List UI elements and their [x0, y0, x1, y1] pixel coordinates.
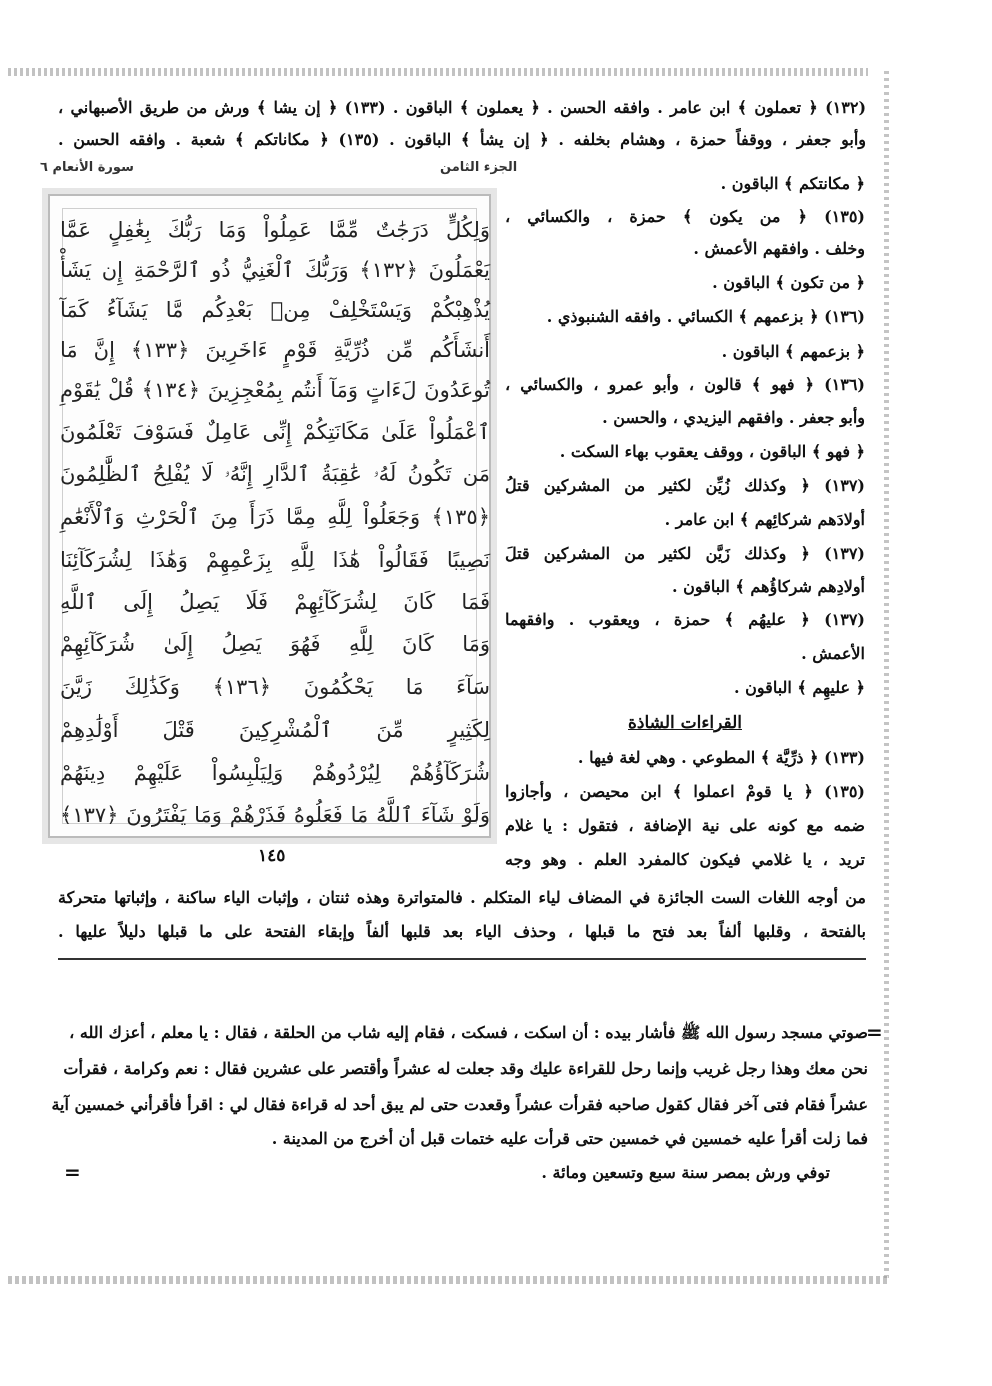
quran-line: يَعْمَلُونَ ﴿١٣٢﴾ وَرَبُّكَ ٱلْغَنِيُّ ذُو ٱلرَّحْمَةِ إِن يَشَأْ — [60, 258, 490, 282]
quran-line: لِكَثِيرٍ مِّنَ ٱلْمُشْرِكِينَ قَتْلَ أَوْلَٰدِهِمْ — [60, 718, 490, 742]
quran-line: وَلَوْ شَآءَ ٱللَّهُ مَا فَعَلُوهُ فَذَرْهُمْ وَمَا يَفْتَرُونَ ﴿١٣٧﴾ — [60, 803, 490, 827]
footnote-divider — [58, 958, 866, 960]
commentary-line: ﴿ فهو ﴾ الباقون ، ووقف يعقوب بهاء السكت . — [559, 442, 865, 461]
section-heading: القراءات الشاذة — [628, 713, 742, 733]
page-number: ١٤٥ — [258, 846, 286, 866]
commentary-line: بالفتحة ، وقلبها ألفاً بعد فتح ما قبلها ، وحذف الياء بعد قلبها ألفاً وإبقاء الفتحة على ما قبلها دليلاً عليها . — [58, 922, 867, 941]
commentary-line: أولادِهم شركاؤُهم ﴾ الباقون . — [672, 577, 865, 596]
commentary-line: (١٣٥) ﴿ من يكون ﴾ حمزة ، والكسائي ، — [505, 207, 865, 226]
footnote-line: صوتي مسجد رسول الله ﷺ فأشار بيده : أن اسكت ، فسكت ، فقام إليه شاب من الحلقة ، فقال : يا معلم ، أعزك الله ، — [69, 1023, 868, 1042]
commentary-line: (١٣٢) ﴿ تعملون ﴾ ابن عامر . وافقه الحسن . ﴿ يعملون ﴾ الباقون . (١٣٣) ﴿ إن يشا ﴾ ورش من طريق الأصبهاني ، — [58, 98, 867, 117]
commentary-line: (١٣٧) ﴿ وكذلك زُيِّن لكثير من المشركين قتلُ — [505, 476, 865, 495]
quran-line: أَنشَأَكُم مِّن ذُرِّيَّةِ قَوْمٍ ءَاخَرِينَ ﴿١٣٣﴾ إِنَّ مَا — [60, 338, 490, 362]
commentary-line: ﴿ عليهِم ﴾ الباقون . — [734, 678, 865, 697]
quran-line: تُوعَدُونَ لَءَاتٍ وَمَآ أَنتُم بِمُعْجِزِينَ ﴿١٣٤﴾ قُلْ يَٰقَوْمِ — [60, 378, 490, 402]
footnote-line: نحن معك وهذا رجل غريب وإنما رحل للقراءة عليك وقد جعلت له عشراً وأقتصر على عشرين فقال : نعم وكرامة ، فقرأت — [63, 1059, 868, 1078]
footnote-continuation-mark: = — [866, 1020, 883, 1044]
page-right-border — [884, 68, 889, 1278]
commentary-line: (١٣٣) ﴿ ذرِّيَّة ﴾ المطوعي . وهي لغة فيها . — [577, 748, 865, 767]
commentary-line: ﴿ مكانتكم ﴾ الباقون . — [720, 174, 865, 193]
commentary-line: (١٣٥) ﴿ يا قومْ اعملوا ﴾ ابن محيصن ، وأجازوا — [505, 782, 865, 801]
commentary-line: (١٣٦) ﴿ بزعمهم ﴾ الكسائي . وافقه الشنبوذي . — [546, 307, 865, 326]
commentary-line: أولادَهم شركائِهم ﴾ ابن عامر . — [664, 510, 865, 529]
juz-header: الجزء الثامن — [440, 160, 518, 175]
quran-line: نَصِيبًا فَقَالُواْ هَٰذَا لِلَّهِ بِزَعْمِهِمْ وَهَٰذَا لِشُرَكَآئِنَا — [60, 548, 490, 572]
commentary-line: (١٣٧) ﴿ وكذلك زَيَّن لكثير من المشركين قتلَ — [505, 544, 865, 563]
commentary-line: ﴿ من تكون ﴾ الباقون . — [712, 273, 865, 292]
page-bottom-border — [8, 1276, 888, 1284]
surah-header: سورة الأنعام ٦ — [40, 160, 134, 175]
quran-line: ٱعْمَلُواْ عَلَىٰ مَكَانَتِكُمْ إِنِّى عَامِلٌ فَسَوْفَ تَعْلَمُونَ — [60, 420, 490, 444]
commentary-line: (١٣٧) ﴿ عليهُم ﴾ حمزة ، ويعقوب . وافقهما — [505, 610, 865, 629]
quran-line: وَمَا كَانَ لِلَّهِ فَهُوَ يَصِلُ إِلَىٰ شُرَكَآئِهِمْ — [60, 632, 490, 656]
quran-line: وَلِكُلٍّ دَرَجَٰتٌ مِّمَّا عَمِلُواْ وَمَا رَبُّكَ بِغَٰفِلٍ عَمَّا — [60, 218, 490, 242]
commentary-line: وأبو جعفر . وافقهم اليزيدي ، والحسن . — [602, 408, 865, 427]
commentary-line: تريد ، يا غلامي فيكون كالمفرد العلم . وهو وجه — [505, 850, 865, 869]
quran-line: يُذْهِبْكُمْ وَيَسْتَخْلِفْ مِنۢ بَعْدِكُم مَّا يَشَآءُ كَمَآ — [60, 298, 490, 322]
commentary-line: ﴿ بزعمهم ﴾ الباقون . — [721, 342, 865, 361]
commentary-line: الأعمش . — [801, 644, 865, 663]
commentary-line: وخلف . وافقهم الأعمش . — [693, 239, 865, 258]
page-top-border — [8, 68, 868, 76]
footnote-line: عشراً فقام فتى آخر فقال كقول صاحبه فقرأت عشراً وقعدت حتى لم يبق أحد له قراءة فقال لي : اقرأ فأقرأني خمسين آية — [51, 1095, 868, 1114]
quran-line: مَن تَكُونُ لَهُۥ عَٰقِبَةُ ٱلدَّارِ إِنَّهُۥ لَا يُفْلِحُ ٱلظَّٰلِمُونَ — [60, 462, 490, 486]
commentary-line: (١٣٦) ﴿ فهو ﴾ قالون ، وأبو عمرو ، والكسائي ، — [505, 375, 865, 394]
commentary-line: ضمه مع كونه على نية الإضافة ، فتقول : يا غلام — [505, 816, 865, 835]
commentary-line: من أوجه اللغات الست الجائزة في المضاف لياء المتكلم . فالمتواترة وهذه ثنتان ، وإثبات الياء ساكنة ، وإثباتها متحركة — [58, 888, 866, 907]
footnote-line: فما زلت أقرأ عليه خمسين في خمسين حتى قرأت عليه ختمات قبل أن أخرج من المدينة . — [271, 1129, 868, 1148]
quran-line: ﴿١٣٥﴾ وَجَعَلُواْ لِلَّهِ مِمَّا ذَرَأَ مِنَ ٱلْحَرْثِ وَٱلْأَنْعَٰمِ — [60, 505, 490, 529]
footnote-continuation-mark: = — [64, 1160, 81, 1184]
quran-line: سَآءَ مَا يَحْكُمُونَ ﴿١٣٦﴾ وَكَذَٰلِكَ زَيَّنَ — [60, 675, 490, 699]
quran-line: شُرَكَآؤُهُمْ لِيُرْدُوهُمْ وَلِيَلْبِسُواْ عَلَيْهِمْ دِينَهُمْ — [60, 761, 490, 785]
quran-line: فَمَا كَانَ لِشُرَكَآئِهِمْ فَلَا يَصِلُ إِلَى ٱللَّهِ — [60, 590, 490, 614]
footnote-line: توفي ورش بمصر سنة سبع وتسعين ومائة . — [541, 1163, 830, 1182]
commentary-line: وأبو جعفر ، ووقفاً حمزة ، وهشام بخلفه . ﴿ إن يشأ ﴾ الباقون . (١٣٥) ﴿ مكاناتكم ﴾ شعبة . وافقه الحسن . — [58, 130, 866, 149]
